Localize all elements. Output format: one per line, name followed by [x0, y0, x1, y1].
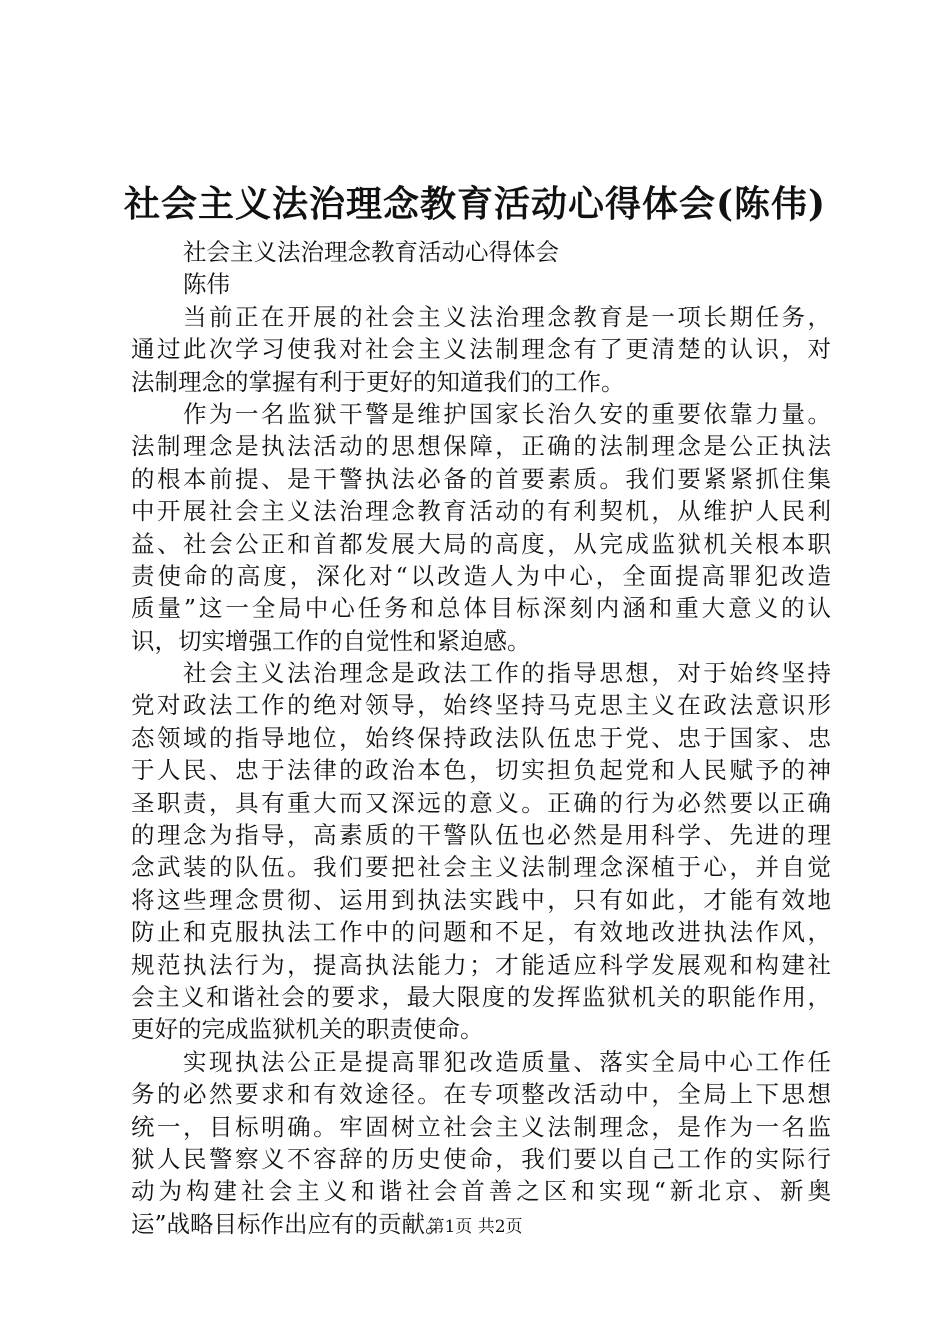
paragraph-line: 会主义和谐社会的要求，最大限度的发挥监狱机关的职能作用， [131, 982, 831, 1011]
paragraph-line: 统一，目标明确。牢固树立社会主义法制理念，是作为一名监 [131, 1112, 831, 1141]
paragraph-line: 于人民、忠于法律的政治本色，切实担负起党和人民赋予的神 [131, 756, 831, 785]
paragraph-line: 规范执法行为，提高执法能力；才能适应科学发展观和构建社 [131, 950, 831, 979]
paragraph-line: 党对政法工作的绝对领导，始终坚持马克思主义在政法意识形 [131, 691, 831, 720]
paragraph-line: 更好的完成监狱机关的职责使命。 [131, 1015, 484, 1044]
paragraph-line: 务的必然要求和有效途径。在专项整改活动中，全局上下思想 [131, 1080, 831, 1109]
paragraph-line: 中开展社会主义法治理念教育活动的有利契机，从维护人民利 [131, 497, 831, 526]
paragraph-line: 当前正在开展的社会主义法治理念教育是一项长期任务， [183, 302, 831, 331]
paragraph-line: 的理念为指导，高素质的干警队伍也必然是用科学、先进的理 [131, 821, 831, 850]
paragraph-line: 将这些理念贯彻、运用到执法实践中，只有如此，才能有效地 [131, 885, 831, 914]
paragraph-line: 法制理念是执法活动的思想保障，正确的法制理念是公正执法 [131, 432, 831, 461]
document-body [131, 236, 831, 1240]
paragraph-line: 作为一名监狱干警是维护国家长治久安的重要依靠力量。 [183, 399, 831, 428]
author-line: 陈伟 [183, 270, 230, 299]
page-footer: 第1页 共2页 [427, 1217, 523, 1237]
paragraph-line: 益、社会公正和首都发展大局的高度，从完成监狱机关根本职 [131, 529, 831, 558]
paragraph-line: 责使命的高度，深化对“以改造人为中心，全面提高罪犯改造 [131, 561, 831, 590]
paragraph-line: 狱人民警察义不容辞的历史使命，我们要以自己工作的实际行 [131, 1144, 831, 1173]
paragraph-line: 实现执法公正是提高罪犯改造质量、落实全局中心工作任 [183, 1047, 831, 1076]
paragraph-line: 通过此次学习使我对社会主义法制理念有了更清楚的认识，对 [131, 335, 831, 364]
paragraph-line: 防止和克服执法工作中的问题和不足，有效地改进执法作风， [131, 918, 831, 947]
paragraph-line: 圣职责，具有重大而又深远的意义。正确的行为必然要以正确 [131, 788, 831, 817]
paragraph-line: 动为构建社会主义和谐社会首善之区和实现“新北京、新奥 [131, 1177, 831, 1206]
paragraph-line: 运”战略目标作出应有的贡献。 [131, 1209, 449, 1238]
subtitle-line: 社会主义法治理念教育活动心得体会 [183, 238, 559, 266]
document-title: 社会主义法治理念教育活动心得体会(陈伟) [123, 183, 827, 225]
paragraph-line: 识，切实增强工作的自觉性和紧迫感。 [131, 626, 531, 655]
paragraph-line: 态领域的指导地位，始终保持政法队伍忠于党、忠于国家、忠 [131, 723, 831, 752]
paragraph-line: 法制理念的掌握有利于更好的知道我们的工作。 [131, 367, 625, 396]
paragraph-line: 质量”这一全局中心任务和总体目标深刻内涵和重大意义的认 [131, 594, 831, 623]
paragraph-line: 念武装的队伍。我们要把社会主义法制理念深植于心，并自觉 [131, 853, 831, 882]
paragraph-line: 的根本前提、是干警执法必备的首要素质。我们要紧紧抓住集 [131, 464, 831, 493]
paragraph-line: 社会主义法治理念是政法工作的指导思想，对于始终坚持 [183, 659, 831, 688]
